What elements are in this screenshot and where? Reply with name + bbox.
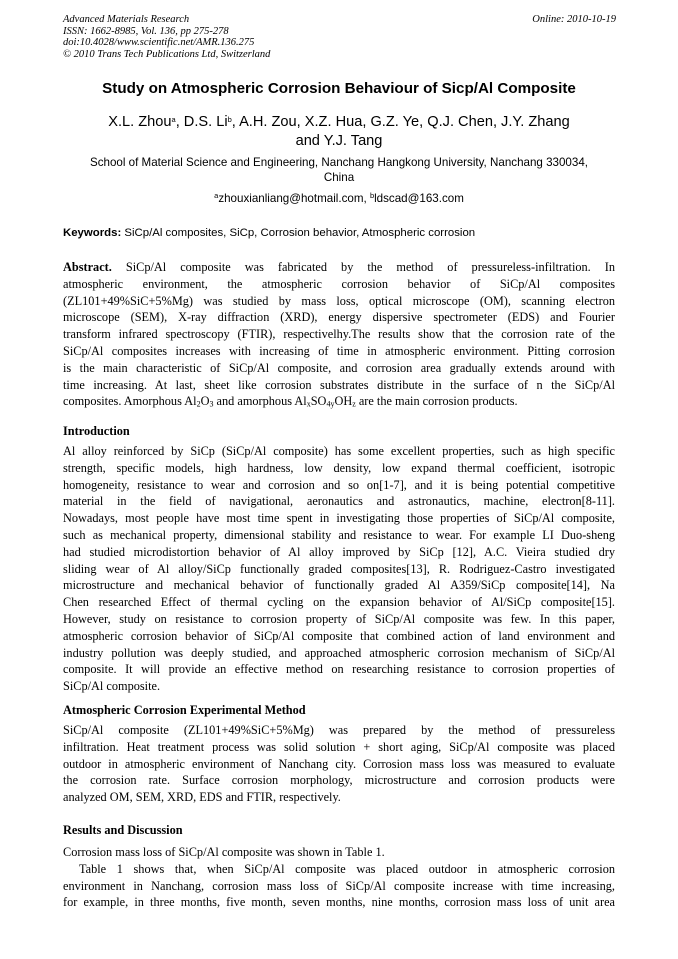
body-line: environment in Nanchang, corrosion mass loss of SiCp/Al composite increase with time increasing, [63, 878, 615, 893]
abstract-line: time increasing. At last, sheet like corrosion substrates distribute in the surface of n the SiCp/Al [63, 377, 615, 392]
author-names: , A.H. Zou, X.Z. Hua, G.Z. Ye, Q.J. Chen, J.Y. Zhang [231, 114, 570, 130]
abstract-line: transform infrared spectroscopy (FTIR), respectivelhy.The results show that the corrosion rate of the [63, 327, 615, 342]
body-line: SiCp/Al composite. [63, 679, 161, 694]
issn-line: ISSN: 1662-8985, Vol. 136, pp 275-278 [63, 25, 229, 37]
abstract-text: OH [334, 394, 353, 409]
body-line: such as mechanical property, dimensional stability and resistance to wear. For example LI Duo-sheng [63, 527, 615, 542]
abstract-line: is the main characteristic of SiCp/Al composite, and corrosion area gradually extends around with [63, 360, 615, 375]
abstract-text: O [200, 394, 210, 409]
body-line: Corrosion mass loss of SiCp/Al composite was shown in Table 1. [63, 845, 385, 859]
email-link[interactable]: zhouxianliang@hotmail.com, [218, 192, 370, 205]
body-line: microstructure and mechanical behavior of functionally graded Al A359/SiCp composite[14], Na [63, 578, 615, 593]
subscript: z [352, 399, 356, 409]
body-line: industry pollution was deeply studied, and approached atmospheric corrosion mechanism of SiCp/Al [63, 645, 615, 660]
affiliation-line: China [323, 171, 355, 184]
abstract-text: SiCp/Al composite was fabricated by the method of pressureless-infiltration. In [111, 260, 615, 274]
copyright-line: © 2010 Trans Tech Publications Ltd, Switzerland [63, 48, 271, 60]
abstract-text: SO [310, 394, 327, 409]
body-line: outdoor in atmospheric environment of Nanchang city. Corrosion mass loss was measured to evaluate [63, 756, 615, 771]
introduction-heading: Introduction [63, 424, 130, 438]
subscript: x [306, 399, 311, 409]
email-link[interactable]: ldscad@163.com [374, 192, 464, 205]
affiliation-line: School of Material Science and Engineering, Nanchang Hangkong University, Nanchang 330034, [90, 156, 588, 169]
keywords-label: Keywords: [63, 227, 122, 239]
author-list [63, 113, 615, 151]
body-line: Chen researched Effect of thermal cycling on the expansion behavior of Al/SiCp composite[15]. [63, 595, 615, 610]
abstract-line: SiCp/Al composites increases with increasing of time in atmospheric environment. Pitting corrosion [63, 343, 615, 358]
abstract-label: Abstract. [63, 260, 112, 274]
abstract-line [63, 259, 615, 276]
author-name: , D.S. Li [175, 114, 228, 130]
online-date: Online: 2010-10-19 [532, 14, 616, 25]
body-line: SiCp/Al composite (ZL101+49%SiC+5%Mg) was prepared by the method of pressureless [63, 723, 615, 737]
abstract-line: atmospheric environment, the atmospheric corrosion behavior of SiCp/Al composites [63, 276, 615, 291]
email-mark: b [369, 190, 375, 200]
body-line: Table 1 shows that, when SiCp/Al composite was placed outdoor in atmospheric corrosion [79, 861, 615, 876]
results-body [63, 844, 615, 911]
affiliation [63, 155, 615, 185]
affiliation-mark: a [171, 114, 176, 124]
body-line: However, study on resistance to corrosion property of SiCp/Al composite was few. In this paper, [63, 611, 615, 626]
author-names: and Y.J. Tang [295, 133, 383, 149]
abstract-line [63, 393, 615, 410]
subscript: 2 [196, 399, 201, 409]
results-heading: Results and Discussion [63, 823, 183, 837]
abstract-text: are the main corrosion products. [355, 394, 518, 409]
body-line: composite. It will provide an effective method on researching resistance to corrosion properties of [63, 662, 615, 677]
abstract-text: composites. Amorphous Al [63, 394, 197, 409]
body-line: the corrosion rate. Surface corrosion morphology, microstructure and corrosion products were [63, 773, 615, 788]
body-line: homogeneity, resistance to wear and corrosion and so on[1-7], and it is being potential competitive [63, 477, 615, 492]
body-line: material in the field of navigational, aeronautics and astronautics, machine, electron[8-11]. [63, 494, 615, 509]
body-line: sliding wear of Al alloy/SiCp functionally graded composites[13], R. Rodriguez-Castro investigated [63, 561, 615, 576]
body-line: Al alloy reinforced by SiCp (SiCp/Al composite) has some excellent properties, such as high specific [63, 444, 615, 458]
journal-name: Advanced Materials Research [63, 14, 190, 25]
body-line: strength, specific models, high hardness, low density, low expand thermal coefficient, isotropic [63, 460, 615, 475]
paper-title: Study on Atmospheric Corrosion Behaviour of Sicp/Al Composite [102, 80, 576, 97]
abstract [63, 259, 615, 410]
method-heading: Atmospheric Corrosion Experimental Method [63, 703, 306, 717]
body-line: had studied microdistortion behavior of Al alloy improved by SiCp [12], A.C. Vieira studied dry [63, 544, 615, 559]
abstract-line: microscope (SEM), X-ray diffraction (XRD), energy dispersive spectrometer (EDS) and Fourier [63, 310, 615, 325]
affiliation-mark: b [227, 114, 232, 124]
abstract-text: and amorphous Al [213, 394, 307, 409]
keywords-text: SiCp/Al composites, SiCp, Corrosion behavior, Atmospheric corrosion [121, 227, 476, 239]
body-line: atmospheric corrosion behavior of SiCp/Al composite that combined action of land environment and [63, 628, 615, 643]
method-body [63, 722, 615, 806]
body-line: analyzed OM, SEM, XRD, EDS and FTIR, respectively. [63, 790, 341, 805]
email-mark: a [214, 190, 219, 200]
body-line: Nowadays, most people have most time spent in investigating those properties of SiCp/Al composite, [63, 511, 615, 526]
subscript: 4y [326, 399, 335, 409]
body-line: for example, in three months, five month, seven months, nine months, corrosion mass loss of unit area [63, 895, 615, 910]
author-emails [63, 192, 615, 205]
journal-header [63, 14, 616, 60]
introduction-body [63, 443, 615, 695]
body-line: infiltration. Heat treatment process was solid solution + short aging, SiCp/Al composite was placed [63, 739, 615, 754]
author-name: X.L. Zhou [108, 114, 172, 130]
abstract-line: (ZL101+49%SiC+5%Mg) was studied by mass loss, optical microscope (OM), scanning electron [63, 293, 615, 308]
doi-line: doi:10.4028/www.scientific.net/AMR.136.275 [63, 37, 255, 49]
keywords [63, 227, 615, 239]
subscript: 3 [209, 399, 214, 409]
